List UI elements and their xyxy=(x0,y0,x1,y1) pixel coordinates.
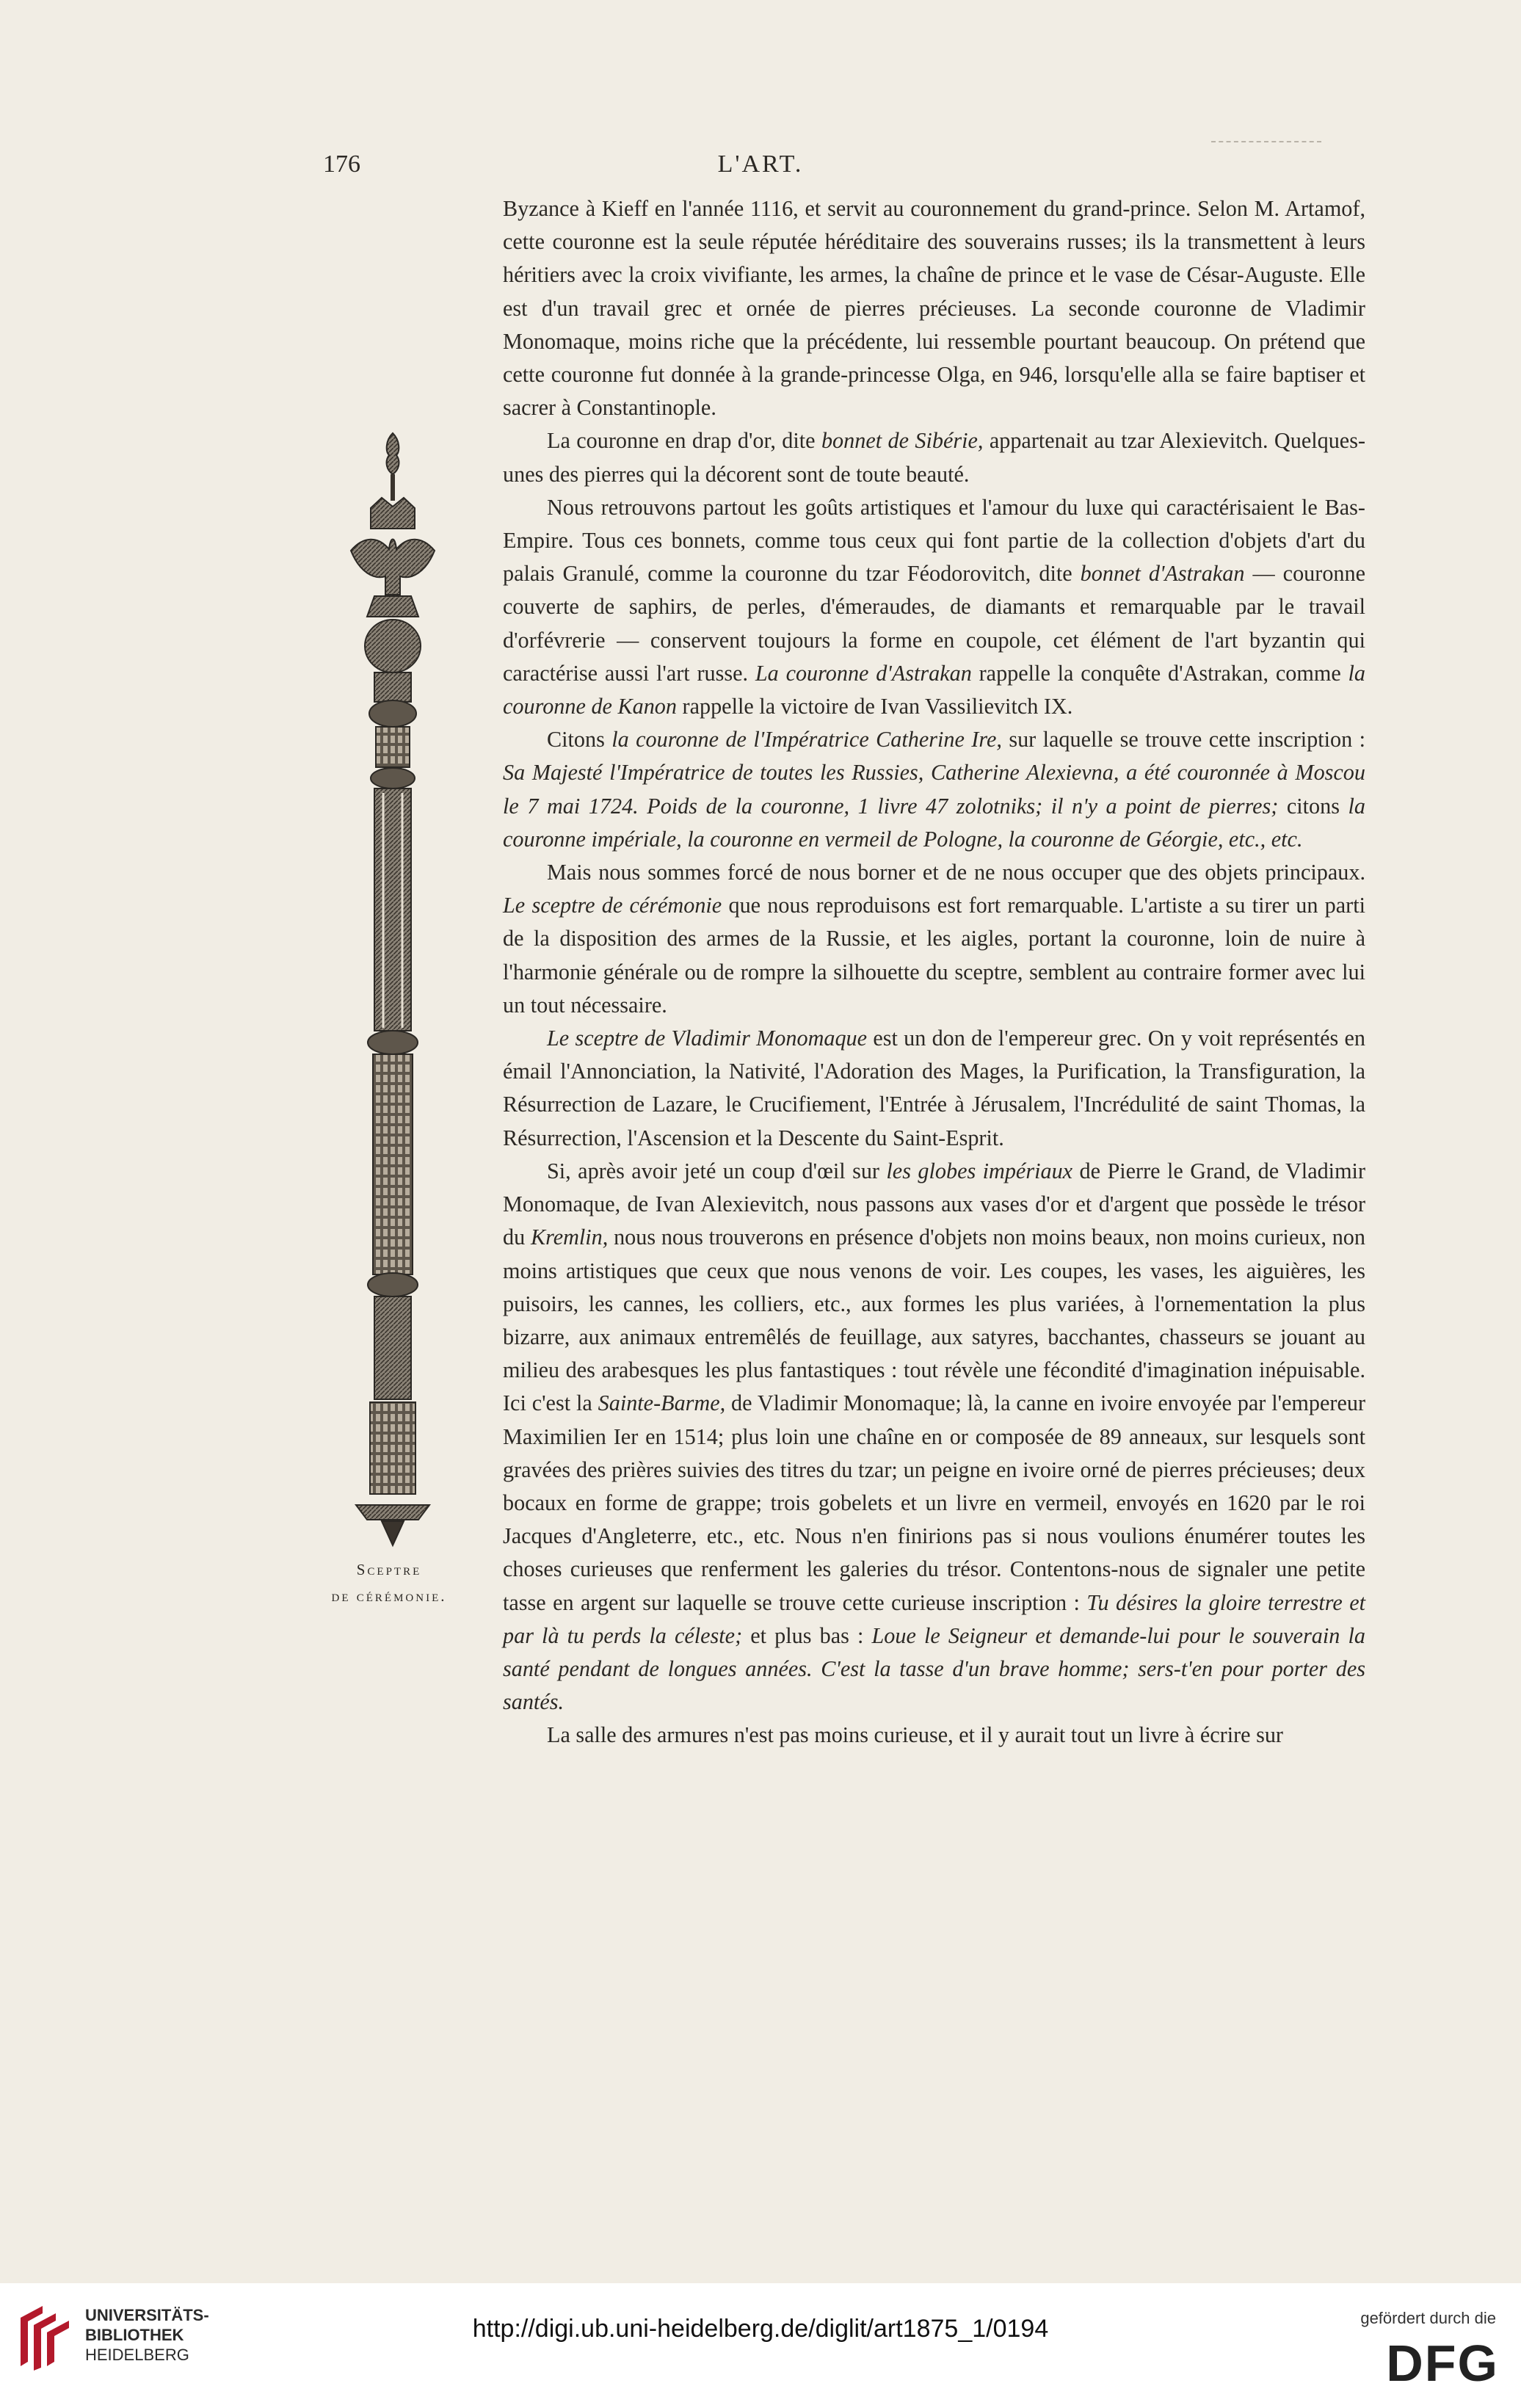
library-name-line-3: HEIDELBERG xyxy=(85,2346,189,2364)
paragraph-5: Mais nous sommes forcé de nous borner et de ne nous occuper que des objets principaux. Le sceptre de cérémonie que nous reproduisons est fort remarquable. L'artiste a su tirer un parti de la disposition des armes de la Russie, et les aigles, portant la couronne, loin de nuire à l'harmonie générale ou de rompre la silhouette du sceptre, semblent au contraire former avec lui un tout nécessaire. xyxy=(503,860,1365,1018)
funding-text: gefördert durch die xyxy=(1360,2309,1496,2327)
article-body xyxy=(323,192,1365,1802)
paragraph-7: Si, après avoir jeté un coup d'œil sur les globes impériaux de Pierre le Grand, de Vladimir Monomaque, de Ivan Alexievitch, nous passons aux vases d'or et d'argent que possède le trésor du Kremlin, nous nous trouverons en présence d'objets non moins beaux, non moins curieux, non moins artistiques que ceux que nous venons de voir. Les coupes, les vases, les aiguières, les puisoirs, les cannes, les colliers, etc., aux formes les plus variées, à l'ornementation la plus bizarre, aux animaux entremêlés de feuillage, aux satyres, bacchantes, chasseurs se jouant au milieu des arabesques les plus fantastiques : tout révèle une fécondité d'imagination inépuisable. Ici c'est la Sainte-Barme, de Vladimir Monomaque; là, la canne en ivoire envoyée par l'empereur Maximilien Ier en 1514; plus loin une chaîne en or composée de 89 anneaux, sur lesquels sont gravées des prières suivies des titres du tzar; un peigne en ivoire orné de pierres précieuses; deux bocaux en forme de grappe; trois gobelets et un livre en vermeil, envoyés en 1620 par le roi Jacques d'Angleterre, etc., etc. Nous n'en finirions pas si nous voulions énumérer toutes les choses curieuses que renferment les galeries du trésor. Contentons-nous de signaler une petite tasse en argent sur laquelle se trouve cette curieuse inscription : Tu désires la gloire terrestre et par là tu perds la céleste; et plus bas : Loue le Seigneur et demande-lui pour le souverain la santé pendant de longues années. C'est la tasse d'un brave homme; sers-t'en pour porter des santés. xyxy=(503,1158,1366,1715)
permalink-url[interactable]: http://digi.ub.uni-heidelberg.de/diglit/art1875_1/0194 xyxy=(472,2315,1049,2343)
page-number: 176 xyxy=(323,150,360,178)
caption-line-2: de cérémonie. xyxy=(331,1587,447,1605)
dfg-logo[interactable]: DFG xyxy=(1386,2335,1499,2392)
figure-column xyxy=(323,399,503,1802)
paragraph-8: La salle des armures n'est pas moins curieuse, et il y aurait tout un livre à écrire sur xyxy=(547,1722,1283,1748)
header-pencil-mark xyxy=(1211,141,1321,142)
library-name-line-2: BIBLIOTHEK xyxy=(85,2326,184,2344)
library-name-line-1: UNIVERSITÄTS- xyxy=(85,2306,209,2324)
viewer-footer xyxy=(0,2283,1521,2408)
paragraph-3: Nous retrouvons partout les goûts artistiques et l'amour du luxe qui caractérisaient le Bas-Empire. Tous ces bonnets, comme tous ceux qui font partie de la collection d'objets d'art du palais Granulé, comme la couronne du tzar Féodorovitch, dite bonnet d'Astrakan — couronne couverte de saphirs, de perles, d'émeraudes, de diamants et remarquable par le travail d'orfévrerie — conservent toujours la forme en coupole, cet élément de l'art byzantin qui caractérise aussi l'art russe. La couronne d'Astrakan rappelle la conquête d'Astrakan, comme la couronne de Kanon rappelle la victoire de Ivan Vassilievitch IX. xyxy=(503,494,1366,719)
running-title: L'ART. xyxy=(717,150,804,178)
paragraph-4: Citons la couronne de l'Impératrice Catherine Ire, sur laquelle se trouve cette inscription : Sa Majesté l'Impératrice de toutes les Russies, Catherine Alexievna, a été couronnée à Moscou le 7 mai 1724. Poids de la couronne, 1 livre 47 zolotniks; il n'y a point de pierres; citons la couronne impériale, la couronne en vermeil de Pologne, la couronne de Géorgie, etc., etc. xyxy=(503,727,1366,852)
paragraph-1: Byzance à Kieff en l'année 1116, et servit au couronnement du grand-prince. Selon M. Artamof, cette couronne est la seule réputée héréditaire des souverains russes; ils la transmettent à leurs héritiers avec la croix vivifiante, les armes, la chaîne de prince et le vase de César-Auguste. Elle est d'un travail grec et ornée de pierres précieuses. La seconde couronne de Vladimir Monomaque, moins riche que la précédente, lui ressemble pourtant beaucoup. On prétend que cette couronne fut donnée à la grande-princesse Olga, en 946, lorsqu'elle alla se faire baptiser et sacrer à Constantinople. xyxy=(503,196,1365,421)
paragraph-2: La couronne en drap d'or, dite bonnet de Sibérie, appartenait au tzar Alexievitch. Quelques-unes des pierres qui la décorent sont de toute beauté. xyxy=(503,428,1365,487)
caption-line-1: Sceptre xyxy=(356,1561,422,1578)
paragraph-6: Le sceptre de Vladimir Monomaque est un don de l'empereur grec. On y voit représentés en émail l'Annonciation, la Nativité, l'Adoration des Mages, la Purification, la Transfiguration, la Résurrection de Lazare, le Crucifiement, l'Entrée à Jérusalem, l'Incrédulité de saint Thomas, la Résurrection, l'Ascension et la Descente du Saint-Esprit. xyxy=(503,1026,1366,1150)
